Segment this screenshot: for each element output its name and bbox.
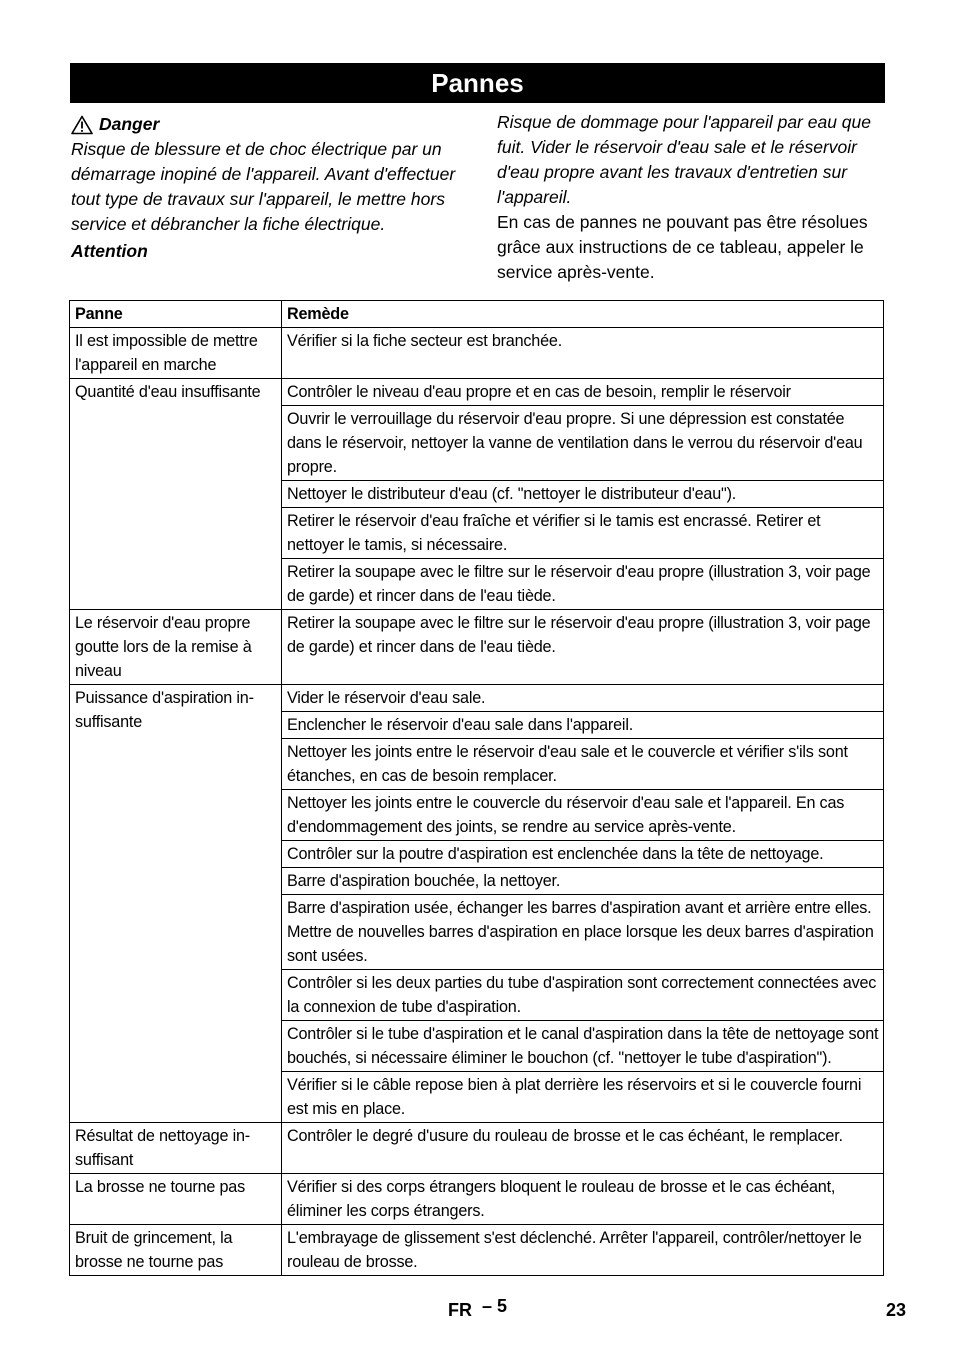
right-column [497,110,892,285]
remede-cell: Contrôler si le tube d'aspiration et le canal d'aspiration dans la tête de nettoyage sont bouchés, si nécessaire éliminer le bouchon (cf. "nettoyer le tube d'aspiration"). [282,1021,884,1072]
danger-heading [71,112,466,137]
header-panne: Panne [70,301,282,328]
danger-label: Danger [99,114,160,134]
remede-cell: Enclencher le réservoir d'eau sale dans l'appareil. [282,712,884,739]
remede-cell: Nettoyer le distributeur d'eau (cf. "nettoyer le distributeur d'eau"). [282,481,884,508]
page-footer [0,1298,954,1328]
panne-cell: Résultat de nettoyage insuffisant [70,1123,282,1174]
remede-cell: Contrôler le degré d'usure du rouleau de brosse et le cas échéant, le remplacer. [282,1123,884,1174]
remede-cell: Vérifier si le câble repose bien à plat derrière les réservoirs et si le couvercle fourni est mis en place. [282,1072,884,1123]
service-text: En cas de pannes ne pouvant pas être résolues grâce aux instructions de ce tableau, appeler le service après-vente. [497,212,868,282]
table-body [70,328,884,1276]
remede-cell: Barre d'aspiration usée, échanger les barres d'aspiration avant et arrière entre elles. Mettre de nouvelles barres d'aspiration en place lorsque les deux barres d'aspiration sont usées. [282,895,884,970]
remede-cell: Contrôler le niveau d'eau propre et en cas de besoin, remplir le réservoir [282,379,884,406]
remede-cell: Vérifier si la fiche secteur est branchée. [282,328,884,379]
remede-cell: Nettoyer les joints entre le couvercle du réservoir d'eau sale et l'appareil. En cas d'endommagement des joints, se rendre au service après-vente. [282,790,884,841]
attention-label: Attention [71,241,148,261]
panne-cell: La brosse ne tourne pas [70,1174,282,1225]
attention-text: Risque de dommage pour l'appareil par eau que fuit. Vider le réservoir d'eau sale et le réservoir d'eau propre avant les travaux d'entretien sur l'appareil. [497,112,872,207]
panne-cell: Il est impossible de mettre l'appareil en marche [70,328,282,379]
table-row [70,1123,884,1174]
remede-cell: Retirer la soupape avec le filtre sur le réservoir d'eau propre (illustration 3, voir page de garde) et rincer dans de l'eau tiède. [282,559,884,610]
remede-cell: L'embrayage de glissement s'est déclenché. Arrêter l'appareil, contrôler/nettoyer le rouleau de brosse. [282,1225,884,1276]
remede-cell: Barre d'aspiration bouchée, la nettoyer. [282,868,884,895]
header-remede: Remède [282,301,884,328]
remede-cell: Vérifier si des corps étrangers bloquent le rouleau de brosse et le cas échéant, éliminer les corps étrangers. [282,1174,884,1225]
left-column [71,112,466,264]
troubleshooting-table [69,300,884,1276]
remede-cell: Nettoyer les joints entre le réservoir d'eau sale et le couvercle et vérifier s'ils sont étanches, en cas de besoin remplacer. [282,739,884,790]
language-code: FR [448,1300,472,1320]
remede-cell: Vider le réservoir d'eau sale. [282,685,884,712]
page-title: Pannes [70,63,885,103]
table-row [70,610,884,685]
table-row [70,1225,884,1276]
table-row [70,1174,884,1225]
table-row [70,328,884,379]
panne-cell: Puissance d'aspiration insuffisante [70,685,282,1123]
table-header-row [70,301,884,328]
remede-cell: Ouvrir le verrouillage du réservoir d'eau propre. Si une dépression est constatée dans le réservoir, nettoyer la vanne de ventilation dans le verrou du réservoir d'eau propre. [282,406,884,481]
table-row [70,685,884,712]
table-row [70,379,884,406]
danger-text: Risque de blessure et de choc électrique par un démarrage inopiné de l'appareil. Avant d'effectuer tout type de travaux sur l'appareil, le mettre hors service et débrancher la fiche électrique. [71,139,456,234]
warning-triangle-icon [71,115,93,135]
remede-cell: Contrôler si les deux parties du tube d'aspiration sont correctement connectées avec la connexion de tube d'aspiration. [282,970,884,1021]
panne-cell: Le réservoir d'eau propre goutte lors de la remise à niveau [70,610,282,685]
remede-cell: Retirer le réservoir d'eau fraîche et vérifier si le tamis est encrassé. Retirer et nettoyer le tamis, si nécessaire. [282,508,884,559]
remede-cell: Retirer la soupape avec le filtre sur le réservoir d'eau propre (illustration 3, voir page de garde) et rincer dans de l'eau tiède. [282,610,884,685]
section-page-label: – 5 [482,1296,508,1316]
panne-cell: Bruit de grincement, la brosse ne tourne pas [70,1225,282,1276]
panne-cell: Quantité d'eau insuffisante [70,379,282,610]
remede-cell: Contrôler sur la poutre d'aspiration est enclenchée dans la tête de nettoyage. [282,841,884,868]
page-number: 23 [885,1300,906,1320]
